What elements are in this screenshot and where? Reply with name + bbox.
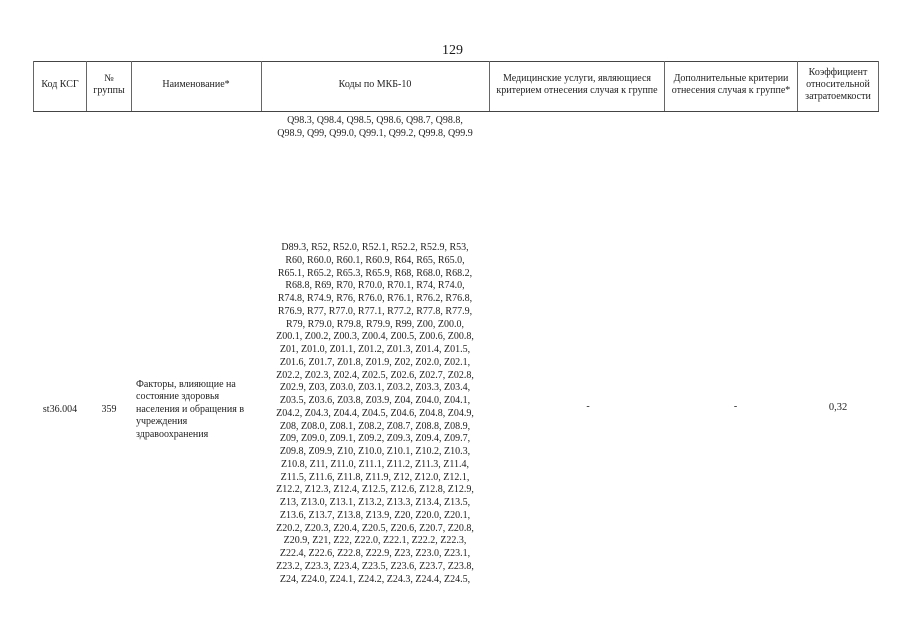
column-border [261, 61, 262, 111]
code-line: Z08, Z08.0, Z08.1, Z08.2, Z08.7, Z08.8, Z08.9, [279, 420, 471, 432]
row-coefficient: 0,32 [828, 402, 848, 413]
code-line: Z23.2, Z23.3, Z23.4, Z23.5, Z23.6, Z23.7, Z23.8, [276, 560, 474, 572]
code-line: Z13, Z13.0, Z13.1, Z13.2, Z13.3, Z13.4, Z13.5, [279, 497, 471, 508]
code-line: Z01.6, Z01.7, Z01.8, Z01.9, Z02, Z02.0, Z02.1, [279, 356, 471, 368]
header-name: Наименование* [162, 79, 230, 90]
column-border [489, 61, 490, 111]
code-line: Z00.1, Z00.2, Z00.3, Z00.4, Z00.5, Z00.6, Z00.8, [276, 331, 474, 343]
header-kod-ksg: Код КСГ [41, 79, 79, 90]
continuation-codes [261, 115, 489, 140]
code-line: Z11.5, Z11.6, Z11.8, Z11.9, Z12, Z12.0, Z12.1, [280, 471, 470, 483]
column-border [664, 61, 665, 111]
code-line: Z20.9, Z21, Z22, Z22.0, Z22.1, Z22.2, Z22.3, [283, 535, 467, 547]
code-line: Z04.2, Z04.3, Z04.4, Z04.5, Z04.6, Z04.8, Z04.9, [276, 407, 474, 419]
code-line: R74.8, R74.9, R76, R76.0, R76.1, R76.2, R76.8, [277, 293, 473, 304]
row-name: Факторы, влияющие на состояние здоровья населения и обращения в учреждения здравоохранения [136, 379, 245, 440]
column-border [131, 61, 132, 111]
column-border [86, 61, 87, 111]
code-line: Z09.8, Z09.9, Z10, Z10.0, Z10.1, Z10.2, Z10.3, [279, 446, 471, 457]
code-line: Z22.4, Z22.6, Z22.8, Z22.9, Z23, Z23.0, Z23.1, [279, 548, 471, 559]
header-group-number: № группы [93, 73, 125, 96]
code-line: Z20.2, Z20.3, Z20.4, Z20.5, Z20.6, Z20.7, Z20.8, [276, 522, 474, 534]
code-line: Z13.6, Z13.7, Z13.8, Z13.9, Z20, Z20.0, Z20.1, [279, 509, 471, 521]
row-additional-criteria: - [733, 401, 738, 412]
code-line: R76.9, R77, R77.0, R77.1, R77.2, R77.8, R77.9, [277, 305, 473, 317]
code-line: R60, R60.0, R60.1, R60.9, R64, R65, R65.0, [285, 254, 465, 266]
code-line: D89.3, R52, R52.0, R52.1, R52.2, R52.9, R53, [281, 242, 469, 253]
code-line: Z12.2, Z12.3, Z12.4, Z12.5, Z12.6, Z12.8, Z12.9, [276, 484, 474, 496]
code-line: Z24, Z24.0, Z24.1, Z24.2, Z24.3, Z24.4, Z24.5, [279, 573, 471, 585]
code-line: R79, R79.0, R79.8, R79.9, R99, Z00, Z00.0, [285, 318, 465, 330]
header-bottom-border [33, 111, 879, 112]
row-mkb-codes [261, 242, 489, 586]
code-line: Z01, Z01.0, Z01.1, Z01.2, Z01.3, Z01.4, Z01.5, [279, 344, 471, 355]
column-border [797, 61, 798, 111]
code-line: Z02.9, Z03, Z03.0, Z03.1, Z03.2, Z03.3, Z03.4, [279, 382, 471, 394]
code-line: Z10.8, Z11, Z11.0, Z11.1, Z11.2, Z11.3, Z11.4, [280, 458, 470, 470]
header-additional-criteria: Дополнительные критерии отнесения случая к группе* [671, 73, 791, 96]
ksg-table [33, 61, 879, 611]
code-line: Q98.3, Q98.4, Q98.5, Q98.6, Q98.7, Q98.8, [287, 115, 463, 126]
row-group-number: 359 [101, 404, 117, 415]
code-line: Z03.5, Z03.6, Z03.8, Z03.9, Z04, Z04.0, Z04.1, [279, 395, 471, 406]
code-line: R68.8, R69, R70, R70.0, R70.1, R74, R74.0, [285, 280, 465, 292]
row-kod-ksg: st36.004 [42, 404, 78, 415]
header-coefficient: Коэффициент относительной затратоемкости [805, 67, 871, 102]
code-line: Z02.2, Z02.3, Z02.4, Z02.5, Z02.6, Z02.7, Z02.8, [276, 369, 474, 381]
code-line: Q98.9, Q99, Q99.0, Q99.1, Q99.2, Q99.8, Q99.9 [277, 127, 473, 139]
code-line: Z09, Z09.0, Z09.1, Z09.2, Z09.3, Z09.4, Z09.7, [279, 433, 471, 445]
code-line: R65.1, R65.2, R65.3, R65.9, R68, R68.0, R68.2, [277, 267, 473, 279]
column-border [878, 61, 879, 111]
column-border [33, 61, 34, 111]
header-medical-services: Медицинские услуги, являющиеся критерием отнесения случая к группе [496, 73, 658, 96]
header-mkb-codes: Коды по МКБ-10 [338, 79, 412, 90]
row-medical-services: - [586, 401, 590, 412]
page-number: 129 [442, 43, 463, 58]
